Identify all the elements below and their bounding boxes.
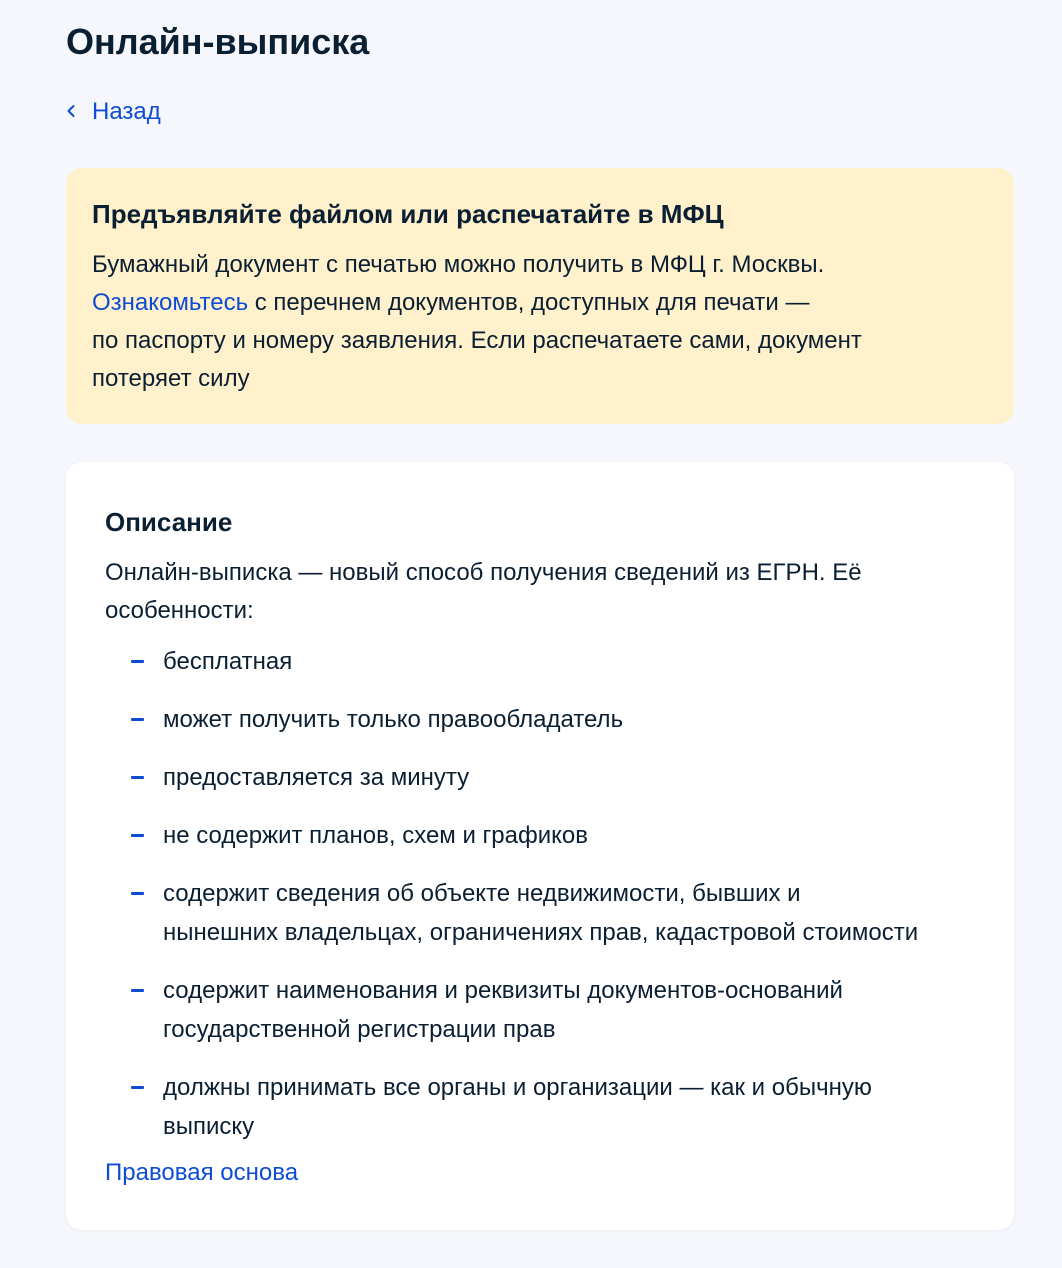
notice-line: по паспорту и номеру заявления. Если распечатаете сами, документ [92,327,862,354]
list-item-text: выписку [163,1113,255,1140]
list-item-text: не содержит планов, схем и графиков [163,822,589,849]
description-title: Описание [105,507,233,537]
intro-line: особенности: [105,597,254,624]
list-item [105,700,975,739]
list-item [105,816,975,855]
list-item-text: государственной регистрации прав [163,1016,556,1043]
list-item-text: предоставляется за минуту [163,764,470,791]
notice-title: Предъявляйте файлом или распечатайте в МФЦ [92,199,724,229]
dash-bullet-icon [131,776,144,779]
list-item [105,874,975,952]
list-item-text: содержит сведения об объекте недвижимости, бывших и [163,880,801,907]
list-item [105,642,975,681]
list-item [105,971,975,1049]
chevron-left-icon [66,103,78,119]
documents-list-link[interactable]: Ознакомьтесь [92,289,249,316]
dash-bullet-icon [131,834,144,837]
notice-line [92,284,988,322]
list-item-text: нынешних владельцах, ограничениях прав, кадастровой стоимости [163,919,919,946]
dash-bullet-icon [131,718,144,721]
list-item-text: содержит наименования и реквизиты документов-оснований [163,977,843,1004]
back-link[interactable] [66,94,161,130]
notice-line-rest: с перечнем документов, доступных для печати — [248,289,810,316]
back-label: Назад [92,98,161,125]
dash-bullet-icon [131,1086,144,1089]
features-list [105,642,975,1146]
notice-line: потеряет силу [92,365,250,392]
description-intro [105,554,975,630]
notice-line: Бумажный документ с печатью можно получить в МФЦ г. Москвы. [92,251,825,278]
notice-text [92,246,988,398]
list-item-text: должны принимать все органы и организации — как и обычную [163,1074,872,1101]
description-card [66,462,1014,1230]
legal-basis-link[interactable]: Правовая основа [105,1159,299,1186]
dash-bullet-icon [131,989,144,992]
page-title: Онлайн-выписка [66,21,370,62]
intro-line: Онлайн-выписка — новый способ получения сведений из ЕГРН. Её [105,559,862,586]
dash-bullet-icon [131,660,144,663]
list-item-text: может получить только правообладатель [163,706,624,733]
list-item [105,1068,975,1146]
list-item-text: бесплатная [163,648,293,675]
dash-bullet-icon [131,892,144,895]
print-notice [66,168,1014,424]
list-item [105,758,975,797]
